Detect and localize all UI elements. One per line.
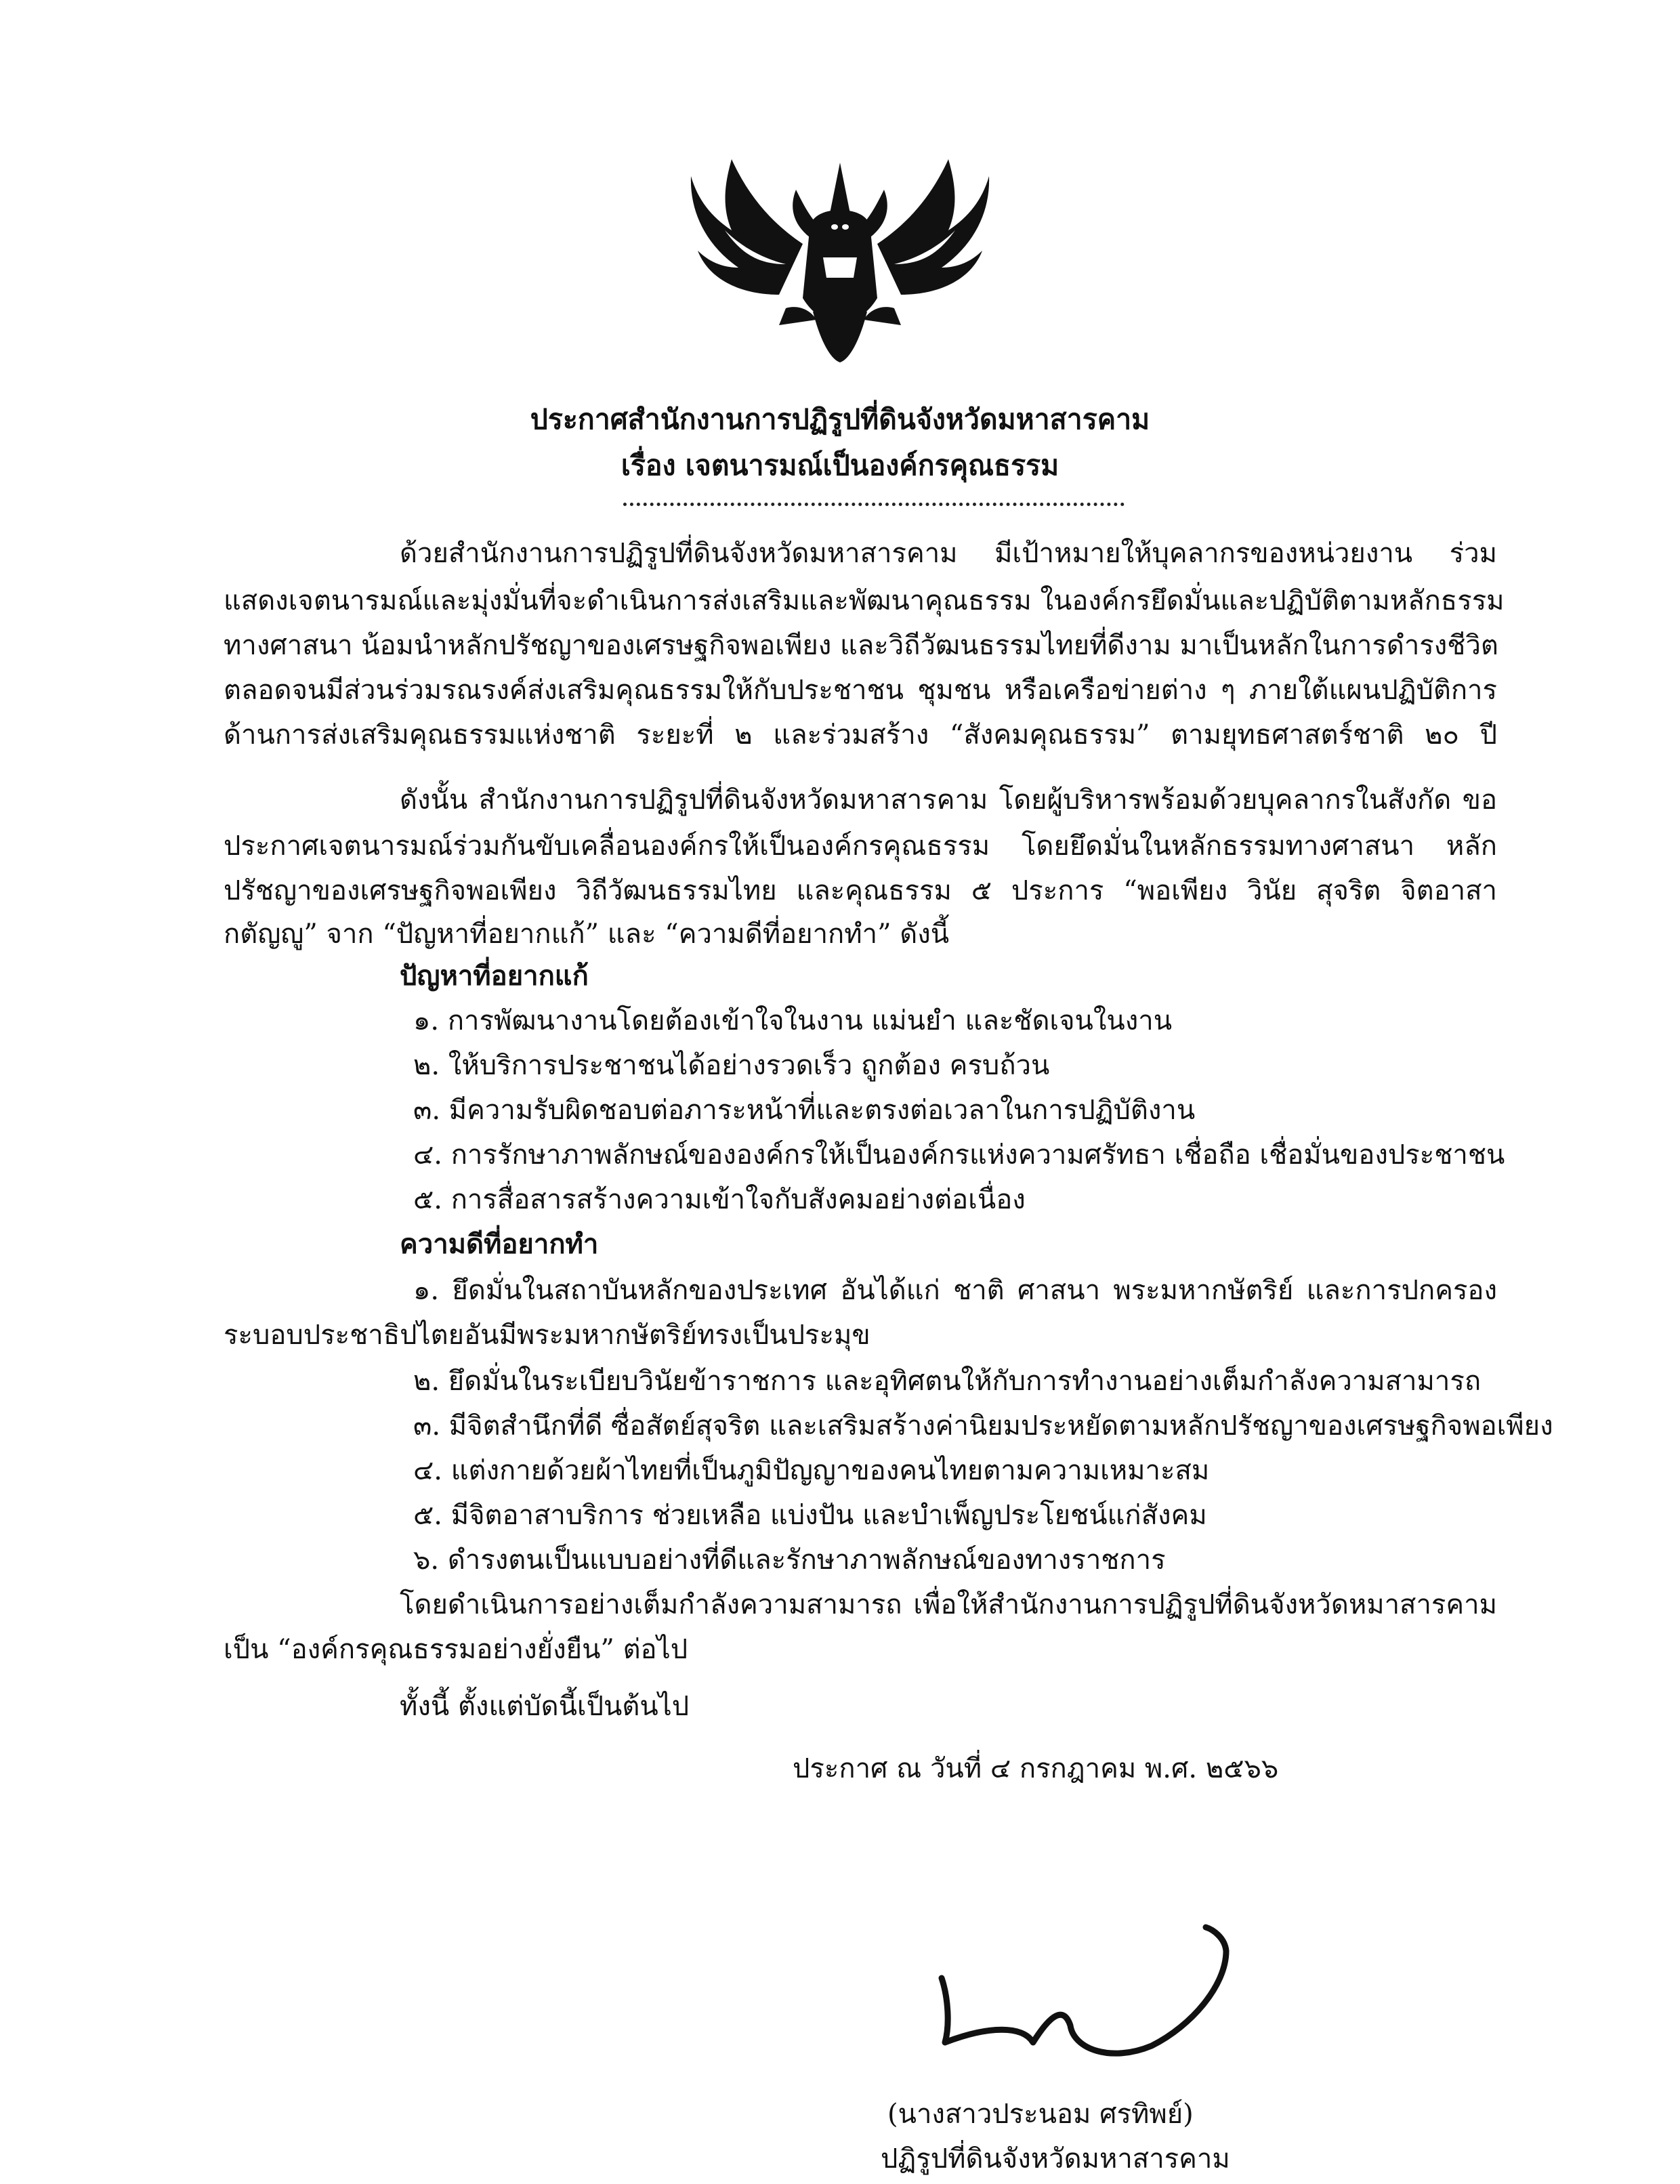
announcement-subject: เรื่อง เจตนารมณ์เป็นองค์กรคุณธรรม (621, 449, 1059, 482)
problem-item-2: ๒. ให้บริการประชาชนได้อย่างรวดเร็ว ถูกต้อง ครบถ้วน (413, 1050, 1050, 1081)
good-item-1-line-1: ๑. ยึดมั่นในสถาบันหลักของประเทศ อันได้แก่ ชาติ ศาสนา พระมหากษัตริย์ และการปกครอง (413, 1275, 1497, 1306)
problem-item-1: ๑. การพัฒนางานโดยต้องเข้าใจในงาน แม่นยำ และชัดเจนในงาน (413, 1005, 1173, 1036)
dotted-divider (623, 503, 1125, 506)
paragraph-1-line-5: ด้านการส่งเสริมคุณธรรมแห่งชาติ ระยะที่ ๒ และร่วมสร้าง “สังคมคุณธรรม” ตามยุทธศาสตร์ชาติ ๒๐ ปี (224, 719, 1497, 751)
announcement-title: ประกาศสำนักงานการปฏิรูปที่ดินจังหวัดมหาสารคาม (530, 403, 1150, 436)
goods-heading: ความดีที่อยากทำ (400, 1228, 599, 1260)
garuda-emblem-icon (684, 142, 996, 366)
closing-line-2: เป็น “องค์กรคุณธรรมอย่างยั่งยืน” ต่อไป (224, 1634, 688, 1665)
paragraph-2-line-2: ประกาศเจตนารมณ์ร่วมกันขับเคลื่อนองค์กรให้เป็นองค์กรคุณธรรม โดยยึดมั่นในหลักธรรมทางศาสนา หลัก (224, 831, 1497, 862)
problem-item-5: ๕. การสื่อสารสร้างความเข้าใจกับสังคมอย่างต่อเนื่อง (413, 1184, 1026, 1215)
good-item-3: ๓. มีจิตสำนึกที่ดี ซื่อสัตย์สุจริต และเสริมสร้างค่านิยมประหยัดตามหลักปรัชญาของเศรษฐกิจพอเพียง (413, 1410, 1553, 1442)
paragraph-1-line-1: ด้วยสำนักงานการปฏิรูปที่ดินจังหวัดมหาสารคาม มีเป้าหมายให้บุคลากรของหน่วยงาน ร่วม (400, 538, 1497, 569)
signer-title: ปฏิรูปที่ดินจังหวัดมหาสารคาม (881, 2143, 1230, 2175)
paragraph-1-line-2: แสดงเจตนารมณ์และมุ่งมั่นที่จะดำเนินการส่งเสริมและพัฒนาคุณธรรม ในองค์กรยึดมั่นและปฏิบัติตามหลักธรรม (224, 585, 1505, 616)
good-item-5: ๕. มีจิตอาสาบริการ ช่วยเหลือ แบ่งปัน และบำเพ็ญประโยชน์แก่สังคม (413, 1500, 1207, 1531)
paragraph-2-line-3: ปรัชญาของเศรษฐกิจพอเพียง วิถีวัฒนธรรมไทย และคุณธรรม ๕ ประการ “พอเพียง วินัย สุจริต จิตอาสา (224, 875, 1497, 906)
paragraph-1-line-4: ตลอดจนมีส่วนร่วมรณรงค์ส่งเสริมคุณธรรมให้กับประชาชน ชุมชน หรือเครือข่ายต่าง ๆ ภายใต้แผนปฏิบัติการ (224, 675, 1497, 706)
effective-statement: ทั้งนี้ ตั้งแต่บัดนี้เป็นต้นไป (400, 1691, 690, 1722)
announcement-date: ประกาศ ณ วันที่ ๔ กรกฎาคม พ.ศ. ๒๕๖๖ (793, 1753, 1279, 1784)
good-item-6: ๖. ดำรงตนเป็นแบบอย่างที่ดีและรักษาภาพลักษณ์ของทางราชการ (413, 1545, 1166, 1576)
paragraph-2-line-4: กตัญญู” จาก “ปัญหาที่อยากแก้” และ “ความดีที่อยากทำ” ดังนี้ (224, 919, 950, 950)
good-item-4: ๔. แต่งกายด้วยผ้าไทยที่เป็นภูมิปัญญาของคนไทยตามความเหมาะสม (413, 1455, 1210, 1486)
signer-name: (นางสาวประนอม ศรทิพย์) (887, 2099, 1194, 2130)
good-item-2: ๒. ยึดมั่นในระเบียบวินัยข้าราชการ และอุทิศตนให้กับการทำงานอย่างเต็มกำลังความสามารถ (413, 1366, 1482, 1397)
signature-icon (908, 1924, 1294, 2080)
paragraph-1-line-3: ทางศาสนา น้อมนำหลักปรัชญาของเศรษฐกิจพอเพียง และวิถีวัฒนธรรมไทยที่ดีงาม มาเป็นหลักในการดำรงชีวิต (224, 630, 1498, 661)
problem-item-4: ๔. การรักษาภาพลักษณ์ขององค์กรให้เป็นองค์กรแห่งความศรัทธา เชื่อถือ เชื่อมั่นของประชาชน (413, 1139, 1505, 1171)
problems-heading: ปัญหาที่อยากแก้ (400, 960, 589, 992)
paragraph-2-line-1: ดังนั้น สำนักงานการปฏิรูปที่ดินจังหวัดมหาสารคาม โดยผู้บริหารพร้อมด้วยบุคลากรในสังกัด ขอ (400, 784, 1497, 816)
problem-item-3: ๓. มีความรับผิดชอบต่อภาระหน้าที่และตรงต่อเวลาในการปฏิบัติงาน (413, 1095, 1196, 1126)
closing-line-1: โดยดำเนินการอย่างเต็มกำลังความสามารถ เพื่อให้สำนักงานการปฏิรูปที่ดินจังหวัดหมาสารคาม (400, 1589, 1497, 1620)
good-item-1-line-2: ระบอบประชาธิปไตยอันมีพระมหากษัตริย์ทรงเป็นประมุข (224, 1320, 870, 1351)
